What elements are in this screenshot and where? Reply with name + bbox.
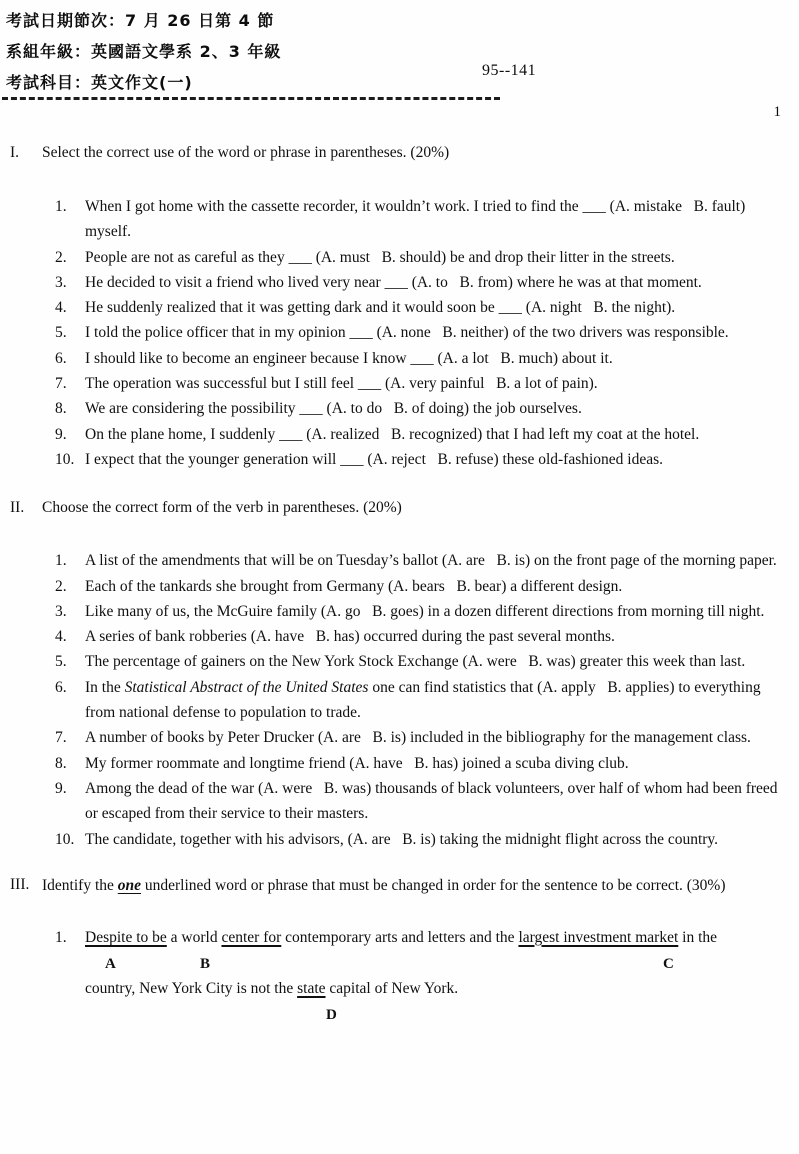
question-text: I expect that the younger generation will ___ (A. reject B. refuse) these old-fashioned ideas. (85, 450, 664, 468)
question-number: 7. (55, 375, 67, 393)
question-text: The candidate, together with his advisors, (A. are B. is) taking the midnight flight across the country. (85, 830, 719, 848)
question-number: 8. (55, 754, 67, 772)
question-item (55, 548, 791, 573)
subject-line: 考試科目：英文作文(一) (6, 73, 193, 92)
section-1-title: Select the correct use of the word or phrase in parentheses. (20%) (42, 144, 450, 161)
question-item (55, 675, 791, 726)
answer-letter-d: D (326, 1006, 337, 1023)
section-3-title: Identify the one underlined word or phrase that must be changed in order for the sentence to be correct. (30%) (42, 876, 726, 894)
question-text: Like many of us, the McGuire family (A. go B. goes) in a dozen different directions from morning till night. (85, 602, 765, 620)
question-text: On the plane home, I suddenly ___ (A. realized B. recognized) that I had left my coat at the hotel. (85, 425, 700, 443)
exam-date-line: 考試日期節次：7 月 26 日第 4 節 (6, 11, 275, 30)
question-item (55, 624, 791, 649)
question-text: The percentage of gainers on the New York Stock Exchange (A. were B. was) greater this week than last. (85, 653, 746, 671)
section-2-heading (0, 495, 799, 521)
question-text (85, 925, 791, 1027)
question-number: 10. (55, 830, 75, 848)
question-number: 2. (55, 248, 67, 266)
answer-letter-row-1 (85, 950, 791, 976)
question-item (55, 751, 791, 776)
question-item (55, 599, 791, 624)
question-line-2: country, New York City is not the state capital of New York. (85, 979, 459, 997)
department-line: 系組年級：英國語文學系 2、3 年級 (6, 42, 282, 61)
question-text: The operation was successful but I still feel ___ (A. very painful B. a lot of pain). (85, 375, 598, 393)
answer-letter-row-2 (85, 1001, 791, 1027)
question-line-1: Despite to be a world center for contemporary arts and letters and the largest investment market in the (85, 928, 718, 946)
section-3-heading (0, 872, 799, 899)
question-number: 6. (55, 349, 67, 367)
question-number: 9. (55, 779, 67, 797)
question-text: A list of the amendments that will be on Tuesday’s ballot (A. are B. is) on the front page of the morning paper. (85, 552, 777, 570)
question-number: 4. (55, 628, 67, 646)
question-item (55, 776, 791, 827)
section-1-items (55, 194, 791, 472)
question-item (55, 194, 791, 245)
exam-body (0, 138, 799, 1027)
section-2-title: Choose the correct form of the verb in parentheses. (20%) (42, 499, 402, 517)
question-item (55, 925, 791, 1027)
answer-letter-c: C (663, 955, 674, 972)
page-number: 1 (773, 104, 781, 120)
question-item (55, 649, 791, 674)
question-text: In the Statistical Abstract of the United States one can find statistics that (A. apply B. applies) to everything from national defense to population to trade. (85, 678, 765, 722)
divider-line (2, 97, 500, 100)
section-2-items (55, 548, 791, 852)
question-text: I should like to become an engineer because I know ___ (A. a lot B. much) about it. (85, 349, 613, 367)
question-number: 10. (55, 450, 75, 468)
question-text: My former roommate and longtime friend (A. have B. has) joined a scuba diving club. (85, 754, 629, 772)
question-item (55, 574, 791, 599)
question-item (55, 371, 791, 396)
question-text: Each of the tankards she brought from Germany (A. bears B. bear) a different design. (85, 577, 623, 595)
exam-code: 95--141 (482, 62, 537, 79)
section-1-numeral: I. (10, 144, 20, 161)
question-number: 1. (55, 928, 67, 946)
question-item (55, 447, 791, 472)
question-item (55, 245, 791, 270)
question-number: 8. (55, 400, 67, 418)
question-text: He decided to visit a friend who lived very near ___ (A. to B. from) where he was at that moment. (85, 273, 702, 291)
question-number: 4. (55, 299, 67, 317)
question-text: A number of books by Peter Drucker (A. are B. is) included in the bibliography for the management class. (85, 729, 751, 747)
question-item (55, 422, 791, 447)
section-3-items (55, 925, 791, 1027)
answer-letter-a: A (105, 955, 116, 972)
question-number: 7. (55, 729, 67, 747)
question-number: 1. (55, 552, 67, 570)
question-number: 6. (55, 678, 67, 696)
question-text: Among the dead of the war (A. were B. was) thousands of black volunteers, over half of whom had been freed or escaped from their service to their masters. (85, 779, 782, 823)
question-text: We are considering the possibility ___ (A. to do B. of doing) the job ourselves. (85, 400, 582, 418)
question-number: 2. (55, 577, 67, 595)
question-text: He suddenly realized that it was getting dark and it would soon be ___ (A. night B. the night). (85, 299, 676, 317)
question-item (55, 827, 791, 852)
question-text: A series of bank robberies (A. have B. has) occurred during the past several months. (85, 628, 615, 646)
question-item (55, 295, 791, 320)
section-1-heading (0, 140, 799, 166)
answer-letter-b: B (200, 955, 211, 972)
question-number: 5. (55, 653, 67, 671)
question-number: 3. (55, 602, 67, 620)
question-item (55, 725, 791, 750)
question-number: 3. (55, 273, 67, 291)
question-item (55, 270, 791, 295)
question-number: 5. (55, 324, 67, 342)
question-number: 9. (55, 425, 67, 443)
question-item (55, 320, 791, 345)
section-3-numeral: III. (10, 875, 30, 893)
question-text: I told the police officer that in my opinion ___ (A. none B. neither) of the two drivers was responsible. (85, 324, 729, 342)
question-item (55, 396, 791, 421)
question-text: People are not as careful as they ___ (A. must B. should) be and drop their litter in the streets. (85, 248, 675, 266)
section-2-numeral: II. (10, 499, 25, 517)
question-text: When I got home with the cassette recorder, it wouldn’t work. I tried to find the ___ (A. mistake B. fault) myself. (85, 198, 750, 241)
question-number: 1. (55, 198, 67, 215)
question-item (55, 346, 791, 371)
